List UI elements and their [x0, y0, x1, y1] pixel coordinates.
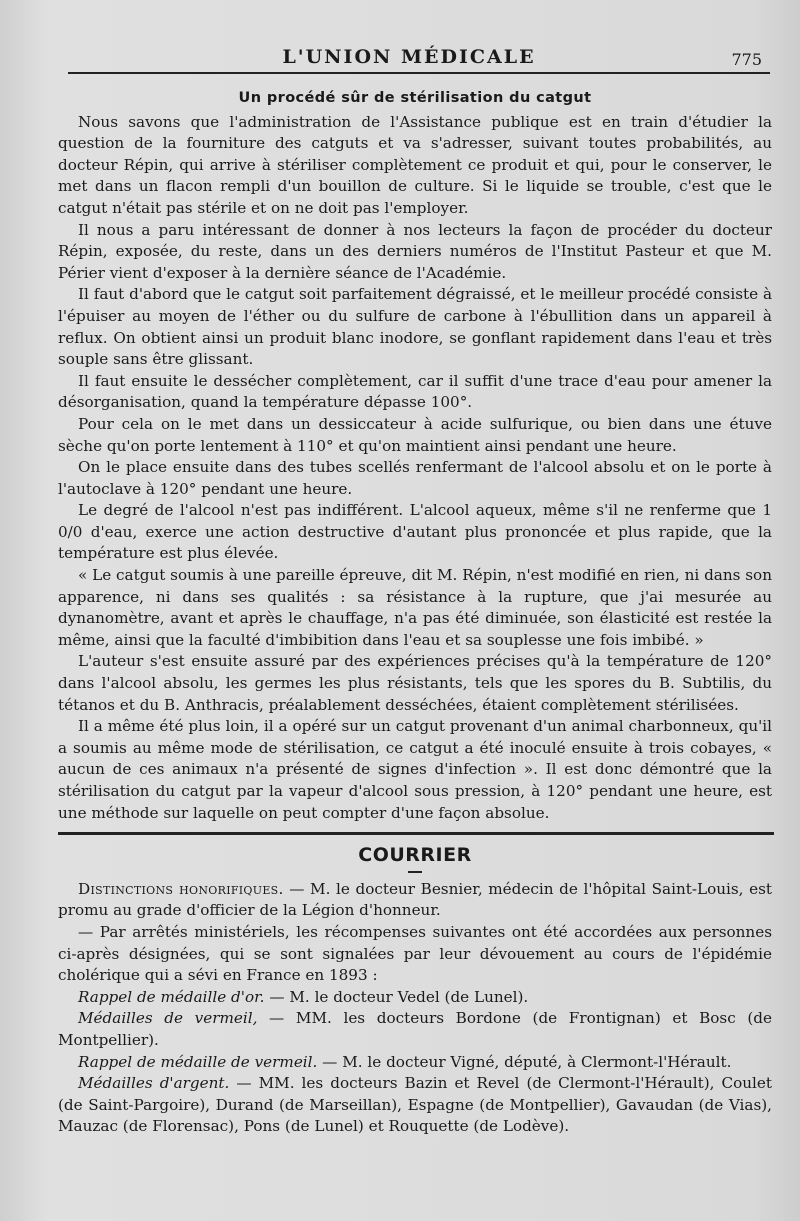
running-title: L'UNION MÉDICALE [282, 46, 536, 68]
award-text: — MM. les docteurs Bazin et Revel (de Clermont-l'Hérault), Coulet (de Saint-Pargoire), Durand (de Marseillan), Espagne (de Montpellier), Gavaudan (de Vias), Mauzac (de Florensac), Pons (de Lunel) et Rouquette (de Lodève). [58, 1074, 772, 1136]
section-divider [58, 832, 774, 835]
article-paragraph: Il faut d'abord que le catgut soit parfaitement dégraissé, et le meilleur procédé consiste à l'épuiser au moyen de l'éther ou du sulfure de carbone à l'ébullition dans un appareil à reflux. On obtient ainsi un produit blanc inodore, se gonflant rapidement dans l'eau et très souple sans être glissant. [58, 285, 772, 369]
award-text: — M. le docteur Vedel (de Lunel). [264, 987, 529, 1006]
courrier-lead-label: Distinctions honorifiques. [78, 879, 284, 898]
article-title: Un procédé sûr de stérilisation du catgut [238, 90, 592, 106]
page-content [58, 88, 772, 1138]
award-item [58, 987, 772, 1009]
award-item [58, 1073, 772, 1138]
award-item [58, 1008, 772, 1051]
article-paragraph: Il a même été plus loin, il a opéré sur un catgut provenant d'un animal charbonneux, qu'il a soumis au même mode de stérilisation, ce catgut a été inoculé ensuite à trois cobayes, « aucun de ces animaux n'a présenté de signes d'infection ». Il est donc démontré que la stérilisation du catgut par la vapeur d'alcool sous pression, à 120° pendant une heure, est une méthode sur laquelle on peut compter d'une façon absolue. [58, 717, 772, 822]
page-number: 775 [731, 50, 762, 69]
article-paragraph: Pour cela on le met dans un dessiccateur à acide sulfurique, ou bien dans une étuve sèche qu'on porte lentement à 110° et qu'on maintient ainsi pendant une heure. [58, 414, 772, 455]
award-item [58, 1052, 772, 1074]
award-label: Médailles de vermeil, [78, 1009, 258, 1028]
article-paragraph: On le place ensuite dans des tubes scellés renfermant de l'alcool absolu et on le porte à l'autoclave à 120° pendant une heure. [58, 458, 772, 498]
article-paragraph: « Le catgut soumis à une pareille épreuve, dit M. Répin, n'est modifié en rien, ni dans son apparence, ni dans ses qualités : sa résistance à la rupture, que j'ai mesurée au dynanomètre, avant et après le chauffage, n'a pas été diminuée, son élasticité est restée la même, ainsi que la faculté d'imbibition dans l'eau et sa souplesse une fois imbibé. » [58, 566, 772, 649]
article-paragraph: L'auteur s'est ensuite assuré par des expériences précises qu'à la température de 120° dans l'alcool absolu, les germes les plus résistants, tels que les spores du B. Subtilis, du tétanos et du B. Anthracis, préalablement desséchées, étaient complètement stérilisées. [58, 652, 772, 714]
award-label: Rappel de médaille d'or. [78, 987, 265, 1006]
header-rule [68, 72, 770, 74]
award-text: — MM. les docteurs Bordone (de Frontignan) et Bosc (de Montpellier). [58, 1009, 772, 1049]
award-label: Rappel de médaille de vermeil. [78, 1052, 318, 1071]
article-paragraph: Il nous a paru intéressant de donner à nos lecteurs la façon de procéder du docteur Répin, exposée, du reste, dans un des derniers numéros de l'Institut Pasteur et que M. Périer vient d'exposer à la dernière séance de l'Académie. [58, 220, 772, 282]
article-paragraph: Nous savons que l'administration de l'Assistance publique est en train d'étudier la question de la fourniture des catguts et va s'adresser, suivant toutes probabilités, au docteur Répin, qui arrive à stériliser complètement ce produit et qui, pour le conserver, le met dans un flacon rempli d'un bouillon de culture. Si le liquide se trouble, c'est que le catgut n'était pas stérile et on ne doit pas l'employer. [58, 112, 772, 217]
article-paragraph: Le degré de l'alcool n'est pas indifférent. L'alcool aqueux, même s'il ne renferme que 1 0/0 d'eau, exerce une action destructive d'autant plus prononcée et plus rapide, que la température est plus élevée. [58, 501, 772, 563]
article-paragraph: Il faut ensuite le dessécher complètement, car il suffit d'une trace d'eau pour amener la désorganisation, quand la température dépasse 100°. [58, 371, 772, 412]
section-title: COURRIER [358, 844, 472, 867]
award-label: Médailles d'argent. [78, 1074, 230, 1093]
page-header [48, 42, 770, 74]
courrier-intro: — Par arrêtés ministériels, les récompenses suivantes ont été accordées aux personnes ci-après désignées, qui se sont signalées par leur dévouement au cours de l'épidémie cholérique qui a sévi en France en 1893 : [58, 922, 772, 985]
courrier-lead-paragraph [58, 879, 772, 922]
section-title-rule [408, 871, 422, 873]
courrier-lead-text: — M. le docteur Besnier, médecin de l'hôpital Saint-Louis, est promu au grade d'officier de la Légion d'honneur. [58, 879, 772, 920]
award-text: — M. le docteur Vigné, député, à Clermont-l'Hérault. [317, 1052, 732, 1071]
